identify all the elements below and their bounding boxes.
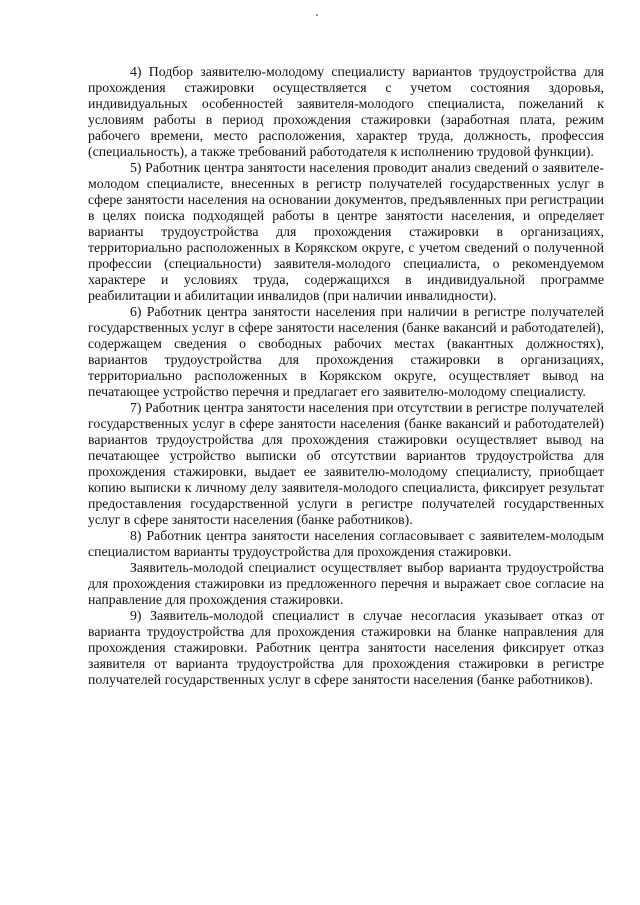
paragraph-applicant-choice: Заявитель-молодой специалист осуществляет выбор варианта трудоустройства для прохождения стажировки из предложенного перечня и выражает свое согласие на направление для прохождения стажировки. [88,560,604,607]
paragraph-item-6: 6) Работник центра занятости населения при наличии в регистре получателей государственных услуг в сфере занятости населения (банке вакансий и работодателей), содержащем сведения о свободных рабочих местах (вакантных должностях), вариантов трудоустройства для прохождения стажировки в организациях, территориально расположенных в Корякском округе, осуществляет вывод на печатающее устройство перечня и предлагает его заявителю-молодому специалисту. [88,304,604,399]
paragraph-item-9: 9) Заявитель-молодой специалист в случае несогласия указывает отказ от варианта трудоустройства для прохождения стажировки на бланке направления для прохождения стажировки. Работник центра занятости населения фиксирует отказ заявителя от варианта трудоустройства для прохождения стажировки в регистре получателей государственных услуг в сфере занятости населения (банке работников). [88,608,604,687]
paragraph-item-5: 5) Работник центра занятости населения проводит анализ сведений о заявителе-молодом специалисте, внесенных в регистр получателей государственных услуг в сфере занятости населения на основании документов, предъявленных при регистрации в целях поиска подходящей работы в центре занятости населения, и определяет варианты трудоустройства для прохождения стажировки в организациях, территориально расположенных в Корякском округе, с учетом сведений о полученной профессии (специальности) заявителя-молодого специалиста, о рекомендуемом характере и условиях труда, содержащихся в индивидуальной программе реабилитации и абилитации инвалидов (при наличии инвалидности). [88,160,604,303]
document-body [88,64,604,688]
paragraph-item-8: 8) Работник центра занятости населения согласовывает с заявителем-молодым специалистом варианты трудоустройства для прохождения стажировки. [88,528,604,559]
paragraph-item-4: 4) Подбор заявителю-молодому специалисту вариантов трудоустройства для прохождения стажировки осуществляется с учетом состояния здоровья, индивидуальных особенностей заявителя-молодого специалиста, пожеланий к условиям работы в период прохождения стажировки (заработная плата, режим рабочего времени, место расположения, характер труда, должность, профессия (специальность), а также требований работодателя к исполнению трудовой функции). [88,64,604,159]
paragraph-item-7: 7) Работник центра занятости населения при отсутствии в регистре получателей государственных услуг в сфере занятости населения (банке вакансий и работодателей) вариантов трудоустройства для прохождения стажировки осуществляет вывод на печатающее устройство выписки об отсутствии вариантов трудоустройства для прохождения стажировки, выдает ее заявителю-молодому специалисту, приобщает копию выписки к личному делу заявителя-молодого специалиста, фиксирует результат предоставления государственной услуги в регистре получателей государственных услуг в сфере занятости населения (банке работников). [88,400,604,527]
scan-speck [316,14,318,16]
